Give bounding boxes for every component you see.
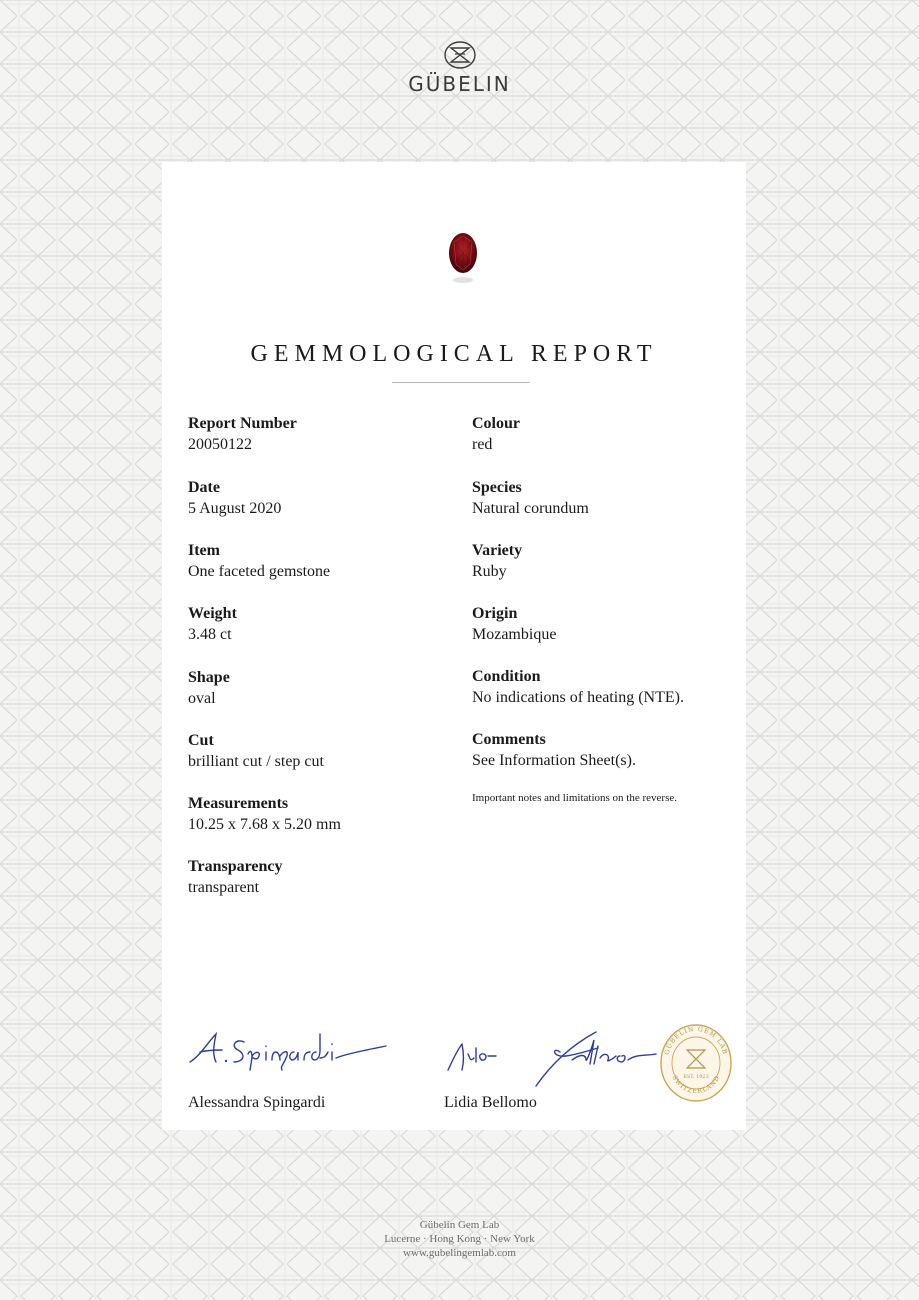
report-title: GEMMOLOGICAL REPORT: [250, 341, 658, 367]
hourglass-triangle-emblem-icon: [443, 40, 477, 70]
field-label: Origin: [472, 605, 518, 622]
field-value: 5 August 2020: [188, 500, 282, 517]
field-value: oval: [188, 690, 216, 707]
field-label: Species: [472, 479, 522, 496]
field-value: Natural corundum: [472, 500, 589, 517]
field-label: Transparency: [188, 858, 283, 875]
field-value: transparent: [188, 879, 260, 896]
field-label: Date: [188, 479, 220, 496]
title-divider: [392, 382, 530, 383]
field-transparency: [188, 856, 283, 898]
field-label: Shape: [188, 669, 230, 686]
footer: [0, 1218, 919, 1260]
field-label: Colour: [472, 415, 520, 432]
field-report-number: [188, 413, 297, 455]
signature-bellomo: [440, 1026, 664, 1090]
field-label: Report Number: [188, 415, 297, 432]
field-value: See Information Sheet(s).: [472, 752, 636, 769]
field-label: Comments: [472, 731, 546, 748]
field-value: Mozambique: [472, 626, 557, 643]
field-measurements: [188, 793, 341, 835]
field-value: Ruby: [472, 563, 507, 580]
gubelin-gem-lab-seal-icon: [658, 1018, 734, 1104]
field-label: Weight: [188, 605, 237, 622]
signature-spingardi: [186, 1028, 406, 1074]
seal-center-text: EST. 1923: [683, 1074, 709, 1080]
field-label: Cut: [188, 732, 214, 749]
field-value: 3.48 ct: [188, 626, 232, 643]
footer-website: www.gubelingemlab.com: [403, 1247, 516, 1259]
oval-ruby-gemstone-icon: [448, 228, 478, 288]
field-weight: [188, 603, 237, 645]
field-value: One faceted gemstone: [188, 563, 331, 580]
field-colour: [472, 413, 520, 455]
field-date: [188, 477, 281, 519]
footer-lab-name: Gübelin Gem Lab: [419, 1219, 500, 1231]
field-label: Item: [188, 542, 220, 559]
reverse-note: Important notes and limitations on the reverse.: [472, 792, 677, 804]
field-item: [188, 540, 330, 582]
signer-name-spingardi: Alessandra Spingardi: [188, 1094, 326, 1111]
field-value: red: [472, 436, 493, 453]
seal-bottom-text: SWITZERLAND: [670, 1074, 722, 1096]
field-cut: [188, 730, 324, 772]
field-value: No indications of heating (NTE).: [472, 689, 684, 706]
field-species: [472, 477, 589, 519]
field-label: Variety: [472, 542, 523, 559]
field-label: Condition: [472, 668, 541, 685]
field-condition: [472, 666, 684, 708]
field-variety: [472, 540, 522, 582]
field-value: 10.25 x 7.68 x 5.20 mm: [188, 816, 341, 833]
field-label: Measurements: [188, 795, 289, 812]
field-shape: [188, 667, 230, 709]
footer-locations: Lucerne · Hong Kong · New York: [384, 1233, 535, 1245]
field-comments: [472, 729, 636, 771]
brand-logo: [0, 40, 919, 96]
signer-name-bellomo: Lidia Bellomo: [444, 1094, 537, 1111]
field-origin: [472, 603, 556, 645]
brand-name: GÜBELIN: [408, 72, 511, 96]
seal-top-text: GÜBELIN GEM LAB: [663, 1025, 729, 1056]
field-value: brilliant cut / step cut: [188, 753, 324, 770]
field-value: 20050122: [188, 436, 252, 453]
report-card: [162, 162, 746, 1130]
